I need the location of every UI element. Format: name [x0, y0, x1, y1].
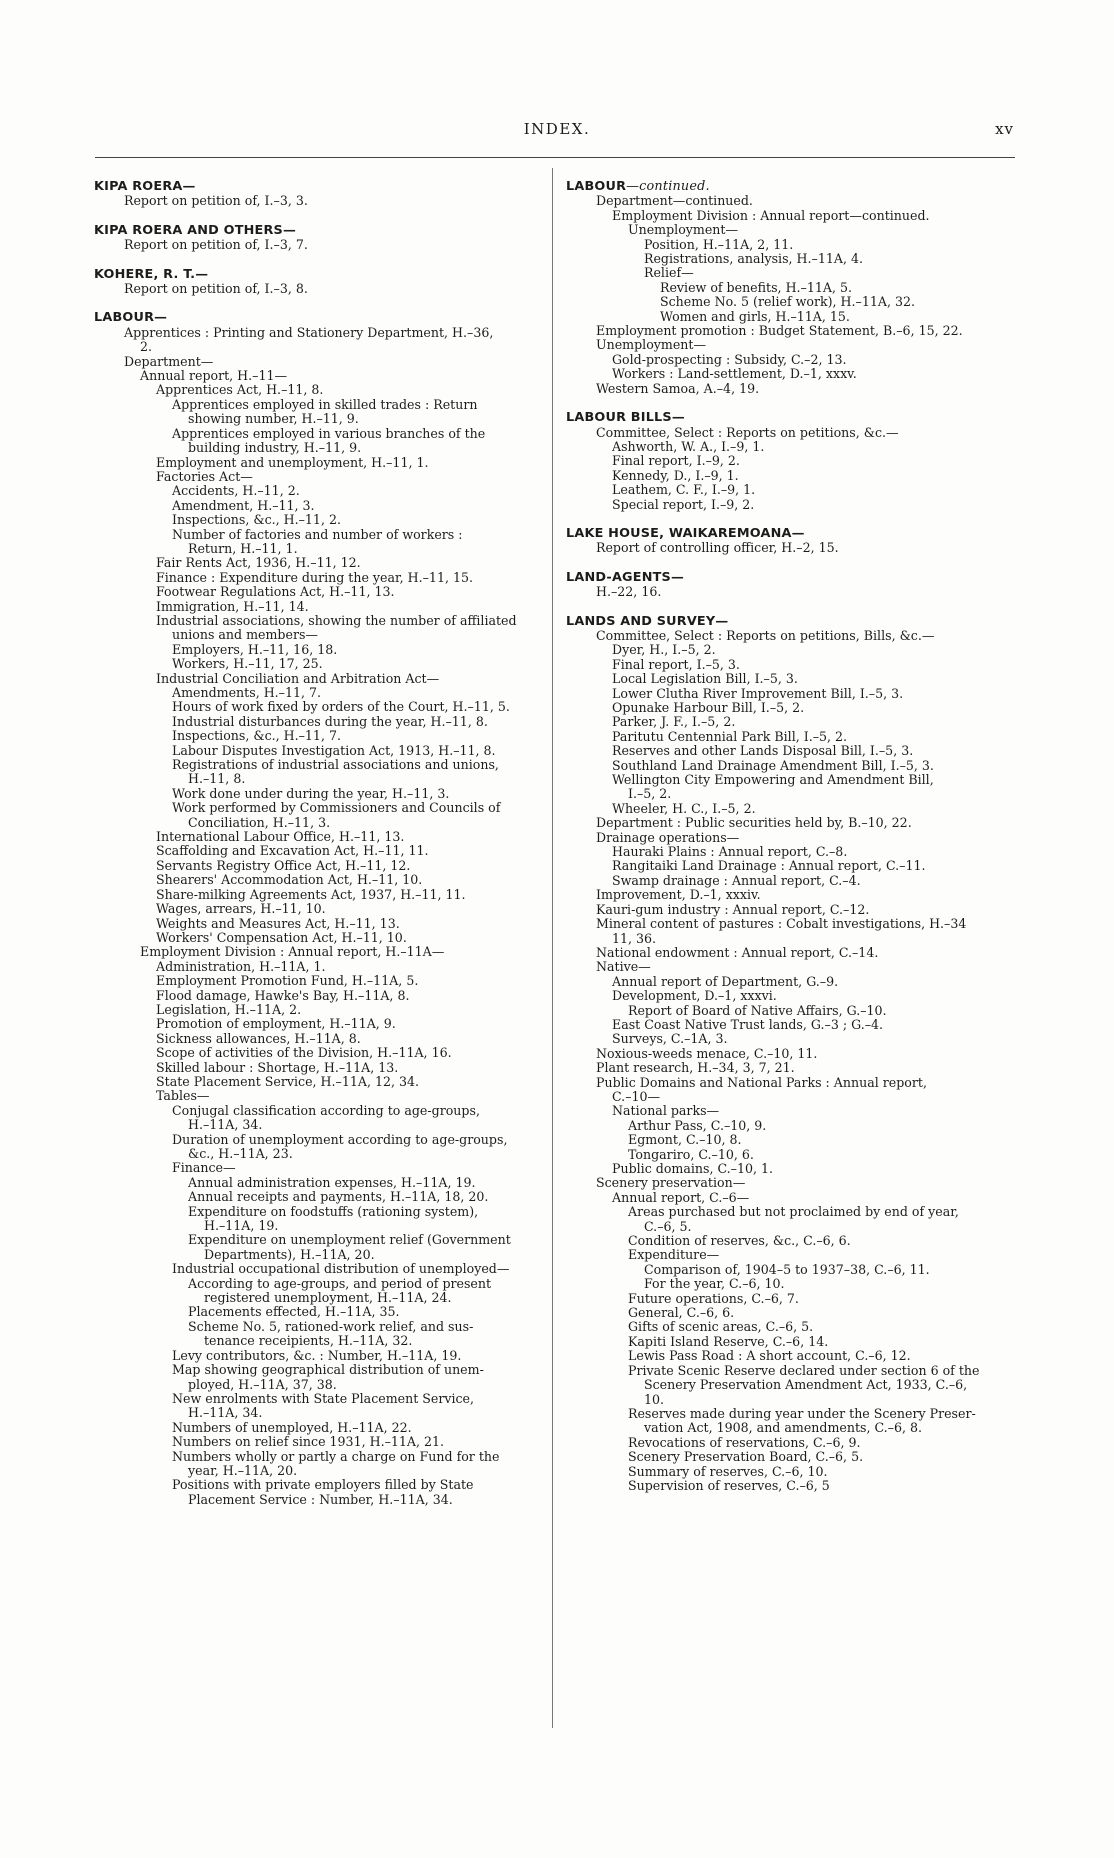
- index-entry: Work performed by Commissioners and Councils of: [172, 800, 501, 816]
- index-entry: Mineral content of pastures : Cobalt investigations, H.–34: [596, 916, 967, 932]
- index-entry: Amendment, H.–11, 3.: [172, 497, 315, 513]
- index-entry: H.–11A, 34.: [188, 1117, 263, 1133]
- index-entry: Swamp drainage : Annual report, C.–4.: [612, 872, 861, 888]
- index-entry: Final report, I.–5, 3.: [612, 656, 740, 672]
- index-entry: Report on petition of, I.–3, 3.: [124, 193, 308, 209]
- index-entry: Public Domains and National Parks : Annual report,: [596, 1074, 927, 1090]
- heading-text: KOHERE, R. T.—: [94, 266, 209, 282]
- index-entry: H.–11A, 19.: [204, 1218, 279, 1234]
- heading-text: LABOUR BILLS—: [566, 410, 685, 426]
- index-entry: Special report, I.–9, 2.: [612, 496, 755, 512]
- heading-text: LAKE HOUSE, WAIKAREMOANA—: [566, 525, 805, 541]
- index-entry: Relief—: [644, 265, 694, 281]
- index-entry: Workers, H.–11, 17, 25.: [172, 656, 323, 672]
- index-entry: Report on petition of, I.–3, 7.: [124, 237, 308, 253]
- index-entry: Department—: [124, 353, 214, 369]
- index-heading: [566, 527, 1013, 541]
- index-entry: Lewis Pass Road : A short account, C.–6, 12.: [628, 1348, 911, 1364]
- index-entry: Revocations of reservations, C.–6, 9.: [628, 1434, 861, 1450]
- index-entry: ployed, H.–11A, 37, 38.: [188, 1376, 337, 1392]
- index-entry: Arthur Pass, C.–10, 9.: [628, 1117, 767, 1133]
- index-heading: [566, 571, 1013, 585]
- index-entry: Employment Division : Annual report—continued.: [612, 207, 930, 223]
- index-entry: Report of Board of Native Affairs, G.–10.: [628, 1002, 887, 1018]
- index-entry: National parks—: [612, 1103, 720, 1119]
- index-entry: Skilled labour : Shortage, H.–11A, 13.: [156, 1059, 399, 1075]
- index-entry: Drainage operations—: [596, 829, 740, 845]
- index-entry: Placements effected, H.–11A, 35.: [188, 1304, 400, 1320]
- heading-text: KIPA ROERA AND OTHERS—: [94, 222, 296, 238]
- index-entry: Placement Service : Number, H.–11A, 34.: [188, 1491, 453, 1507]
- index-entry: Parker, J. F., I.–5, 2.: [612, 714, 736, 730]
- index-entry: Industrial associations, showing the number of affiliated: [156, 612, 517, 628]
- index-entry: National endowment : Annual report, C.–14.: [596, 944, 879, 960]
- index-entry: Western Samoa, A.–4, 19.: [596, 380, 760, 396]
- index-entry: Summary of reserves, C.–6, 10.: [628, 1463, 828, 1479]
- index-entry: Employment promotion : Budget Statement, B.–6, 15, 22.: [596, 323, 963, 339]
- index-entry: Labour Disputes Investigation Act, 1913, H.–11, 8.: [172, 742, 496, 758]
- index-entry: Comparison of, 1904–5 to 1937–38, C.–6, 11.: [644, 1261, 930, 1277]
- index-entry: Numbers wholly or partly a charge on Fund for the: [172, 1448, 500, 1464]
- index-entry: Expenditure on foodstuffs (rationing system),: [188, 1203, 479, 1219]
- index-entry: 10.: [644, 1391, 665, 1407]
- index-entry: Fair Rents Act, 1936, H.–11, 12.: [156, 555, 361, 571]
- index-entry: Apprentices : Printing and Stationery Department, H.–36,: [124, 324, 494, 340]
- index-entry: Shearers' Accommodation Act, H.–11, 10.: [156, 872, 423, 888]
- index-entry: Position, H.–11A, 2, 11.: [644, 236, 794, 252]
- index-entry: General, C.–6, 6.: [628, 1305, 735, 1321]
- index-entry: Condition of reserves, &c., C.–6, 6.: [628, 1233, 851, 1249]
- index-entry: Report on petition of, I.–3, 8.: [124, 281, 308, 297]
- index-entry: Number of factories and number of workers :: [172, 526, 463, 542]
- index-entry: Levy contributors, &c. : Number, H.–11A, 19.: [172, 1347, 462, 1363]
- index-entry: 2.: [140, 339, 153, 355]
- index-entry: Dyer, H., I.–5, 2.: [612, 642, 716, 658]
- index-entry: Departments), H.–11A, 20.: [204, 1246, 375, 1262]
- index-entry: Scenery Preservation Board, C.–6, 5.: [628, 1449, 864, 1465]
- index-entry: Annual administration expenses, H.–11A, 19.: [188, 1174, 476, 1190]
- index-entry: Native—: [596, 959, 651, 975]
- index-entry: Industrial disturbances during the year, H.–11, 8.: [172, 713, 488, 729]
- index-entry: Annual receipts and payments, H.–11A, 18, 20.: [188, 1189, 489, 1205]
- index-entry: Surveys, C.–1A, 3.: [612, 1031, 728, 1047]
- index-entry: Employment and unemployment, H.–11, 1.: [156, 454, 429, 470]
- index-entry: Scenery Preservation Amendment Act, 1933, C.–6,: [644, 1377, 968, 1393]
- index-entry: Local Legislation Bill, I.–5, 3.: [612, 671, 798, 687]
- column-divider: [552, 168, 553, 1728]
- index-entry: Return, H.–11, 1.: [188, 540, 298, 556]
- index-entry: For the year, C.–6, 10.: [644, 1276, 785, 1292]
- index-entry: Amendments, H.–11, 7.: [172, 685, 322, 700]
- index-entry: Reserves made during year under the Scenery Preser-: [628, 1405, 976, 1421]
- index-entry: Employment Division : Annual report, H.–11A—: [140, 944, 445, 960]
- index-entry: H.–11A, 34.: [188, 1405, 263, 1421]
- index-entry: Opunake Harbour Bill, I.–5, 2.: [612, 700, 805, 715]
- index-entry: Numbers of unemployed, H.–11A, 22.: [172, 1419, 412, 1435]
- index-entry: Annual report, C.–6—: [612, 1189, 750, 1205]
- index-entry: Apprentices employed in various branches of the: [172, 425, 486, 441]
- heading-text: LAND-AGENTS—: [566, 569, 684, 585]
- index-entry: Flood damage, Hawke's Bay, H.–11A, 8.: [156, 987, 410, 1003]
- index-heading: [94, 224, 541, 238]
- index-heading: [566, 411, 1013, 425]
- index-entry: State Placement Service, H.–11A, 12, 34.: [156, 1073, 420, 1089]
- index-entry: Apprentices Act, H.–11, 8.: [156, 382, 324, 398]
- index-entry: H.–22, 16.: [596, 584, 662, 600]
- index-entry: Positions with private employers filled by State: [172, 1477, 474, 1493]
- index-entry: Department—continued.: [596, 193, 753, 209]
- index-entry: Workers' Compensation Act, H.–11, 10.: [156, 929, 407, 945]
- index-entry: H.–11, 8.: [188, 771, 246, 787]
- heading-text: LANDS AND SURVEY—: [566, 613, 729, 629]
- left-column: [94, 180, 541, 1507]
- index-entry: Footwear Regulations Act, H.–11, 13.: [156, 584, 395, 600]
- index-entry: Registrations, analysis, H.–11A, 4.: [644, 251, 863, 267]
- index-entry: Gold-prospecting : Subsidy, C.–2, 13.: [612, 351, 847, 367]
- index-heading: [94, 311, 541, 325]
- index-entry: East Coast Native Trust lands, G.–3 ; G.–4.: [612, 1016, 884, 1032]
- index-entry: Accidents, H.–11, 2.: [172, 483, 300, 499]
- heading-text: KIPA ROERA—: [94, 179, 196, 194]
- index-entry: Immigration, H.–11, 14.: [156, 598, 309, 614]
- index-entry: Workers : Land-settlement, D.–1, xxxv.: [612, 366, 857, 382]
- index-entry: Committee, Select : Reports on petitions, &c.—: [596, 424, 899, 440]
- index-entry: Finance : Expenditure during the year, H.–11, 15.: [156, 569, 473, 585]
- index-entry: Inspections, &c., H.–11, 2.: [172, 512, 341, 528]
- page-title: INDEX.: [523, 120, 591, 138]
- index-entry: Map showing geographical distribution of unem-: [172, 1362, 484, 1378]
- index-entry: Rangitaiki Land Drainage : Annual report, C.–11.: [612, 858, 926, 874]
- index-entry: Supervision of reserves, C.–6, 5: [628, 1477, 830, 1493]
- index-entry: Future operations, C.–6, 7.: [628, 1290, 799, 1306]
- index-entry: Lower Clutha River Improvement Bill, I.–5, 3.: [612, 685, 904, 701]
- index-entry: Duration of unemployment according to age-groups,: [172, 1131, 508, 1147]
- index-entry: Share-milking Agreements Act, 1937, H.–11, 11.: [156, 886, 466, 902]
- index-entry: year, H.–11A, 20.: [188, 1462, 298, 1478]
- index-entry: Conciliation, H.–11, 3.: [188, 814, 331, 830]
- index-entry: Hours of work fixed by orders of the Court, H.–11, 5.: [172, 699, 510, 715]
- page-number: xv: [995, 120, 1014, 138]
- index-entry: Tables—: [156, 1088, 210, 1104]
- index-heading: [94, 180, 541, 194]
- index-entry: Hauraki Plains : Annual report, C.–8.: [612, 844, 848, 860]
- index-entry: Kauri-gum industry : Annual report, C.–12.: [596, 901, 870, 917]
- index-entry: Gifts of scenic areas, C.–6, 5.: [628, 1319, 814, 1335]
- index-entry: Plant research, H.–34, 3, 7, 21.: [596, 1060, 795, 1076]
- index-entry: According to age-groups, and period of present: [188, 1275, 492, 1291]
- index-entry: &c., H.–11A, 23.: [188, 1146, 293, 1161]
- index-entry: I.–5, 2.: [628, 786, 672, 802]
- index-entry: Scheme No. 5 (relief work), H.–11A, 32.: [660, 294, 915, 310]
- index-entry: registered unemployment, H.–11A, 24.: [204, 1290, 452, 1306]
- index-entry: Annual report of Department, G.–9.: [612, 973, 839, 989]
- index-entry: Scenery preservation—: [596, 1175, 746, 1191]
- index-entry: New enrolments with State Placement Service,: [172, 1390, 475, 1406]
- index-entry: Final report, I.–9, 2.: [612, 453, 740, 469]
- index-entry: C.–6, 5.: [644, 1218, 692, 1234]
- index-entry: Private Scenic Reserve declared under section 6 of the: [628, 1362, 980, 1378]
- index-entry: Report of controlling officer, H.–2, 15.: [596, 540, 839, 556]
- index-entry: Public domains, C.–10, 1.: [612, 1161, 773, 1176]
- index-entry: unions and members—: [172, 627, 319, 643]
- index-entry: vation Act, 1908, and amendments, C.–6, 8.: [644, 1420, 922, 1436]
- index-entry: Scaffolding and Excavation Act, H.–11, 11.: [156, 843, 429, 859]
- index-entry: C.–10—: [612, 1088, 661, 1104]
- index-entry: Employment Promotion Fund, H.–11A, 5.: [156, 973, 419, 989]
- index-entry: Kapiti Island Reserve, C.–6, 14.: [628, 1333, 829, 1349]
- index-entry: Apprentices employed in skilled trades : Return: [172, 396, 478, 412]
- index-entry: Numbers on relief since 1931, H.–11A, 21.: [172, 1434, 445, 1450]
- index-entry: Tongariro, C.–10, 6.: [628, 1146, 754, 1162]
- index-entry: Noxious-weeds menace, C.–10, 11.: [596, 1045, 818, 1061]
- index-entry: Department : Public securities held by, B.–10, 22.: [596, 815, 912, 831]
- index-entry: Development, D.–1, xxxvi.: [612, 988, 777, 1004]
- index-entry: International Labour Office, H.–11, 13.: [156, 829, 405, 845]
- index-entry: Administration, H.–11A, 1.: [156, 958, 326, 974]
- index-entry: Egmont, C.–10, 8.: [628, 1132, 742, 1148]
- index-entry: Industrial Conciliation and Arbitration Act—: [156, 670, 440, 686]
- index-entry: Industrial occupational distribution of unemployed—: [172, 1261, 510, 1277]
- index-entry: Servants Registry Office Act, H.–11, 12.: [156, 857, 411, 873]
- index-entry: Unemployment—: [628, 222, 739, 238]
- index-entry: Inspections, &c., H.–11, 7.: [172, 728, 341, 744]
- index-entry: Sickness allowances, H.–11A, 8.: [156, 1030, 361, 1046]
- index-entry: 11, 36.: [612, 930, 657, 946]
- index-entry: showing number, H.–11, 9.: [188, 411, 359, 427]
- index-entry: Kennedy, D., I.–9, 1.: [612, 467, 739, 483]
- index-heading: [94, 268, 541, 282]
- index-entry: Unemployment—: [596, 337, 707, 353]
- index-heading: [566, 180, 1013, 194]
- index-entry: Factories Act—: [156, 468, 253, 484]
- heading-text: LABOUR: [566, 179, 627, 194]
- index-entry: Southland Land Drainage Amendment Bill, I.–5, 3.: [612, 757, 934, 773]
- index-entry: Annual report, H.–11—: [140, 368, 288, 384]
- index-entry: Promotion of employment, H.–11A, 9.: [156, 1016, 396, 1032]
- index-entry: Wellington City Empowering and Amendment Bill,: [612, 772, 934, 788]
- index-entry: Registrations of industrial associations and unions,: [172, 757, 499, 773]
- index-entry: building industry, H.–11, 9.: [188, 440, 362, 456]
- right-column: [566, 180, 1013, 1493]
- index-entry: Wheeler, H. C., I.–5, 2.: [612, 800, 756, 816]
- index-entry: Paritutu Centennial Park Bill, I.–5, 2.: [612, 728, 848, 744]
- index-entry: Expenditure—: [628, 1247, 720, 1263]
- index-entry: Weights and Measures Act, H.–11, 13.: [156, 915, 400, 931]
- index-entry: Areas purchased but not proclaimed by end of year,: [628, 1204, 959, 1220]
- index-entry: Committee, Select : Reports on petitions, Bills, &c.—: [596, 627, 935, 643]
- index-entry: Reserves and other Lands Disposal Bill, I.–5, 3.: [612, 743, 914, 759]
- index-entry: Scope of activities of the Division, H.–11A, 16.: [156, 1045, 452, 1061]
- heading-suffix: —continued.: [626, 179, 710, 194]
- index-entry: Women and girls, H.–11A, 15.: [660, 308, 850, 324]
- index-entry: Improvement, D.–1, xxxiv.: [596, 887, 761, 903]
- index-entry: Ashworth, W. A., I.–9, 1.: [612, 438, 765, 454]
- index-entry: Finance—: [172, 1160, 236, 1176]
- index-entry: Employers, H.–11, 16, 18.: [172, 641, 338, 657]
- index-entry: Expenditure on unemployment relief (Government: [188, 1232, 511, 1248]
- index-heading: [566, 615, 1013, 629]
- index-entry: Work done under during the year, H.–11, 3.: [172, 785, 450, 801]
- index-entry: Leathem, C. F., I.–9, 1.: [612, 482, 756, 498]
- index-entry: Legislation, H.–11A, 2.: [156, 1001, 302, 1017]
- index-entry: tenance receipients, H.–11A, 32.: [204, 1333, 413, 1349]
- index-entry: Conjugal classification according to age-groups,: [172, 1102, 480, 1118]
- header-rule: [95, 157, 1015, 158]
- index-entry: Review of benefits, H.–11A, 5.: [660, 279, 852, 295]
- heading-text: LABOUR—: [94, 310, 168, 326]
- index-entry: Wages, arrears, H.–11, 10.: [156, 901, 326, 917]
- index-entry: Scheme No. 5, rationed-work relief, and sus-: [188, 1318, 474, 1334]
